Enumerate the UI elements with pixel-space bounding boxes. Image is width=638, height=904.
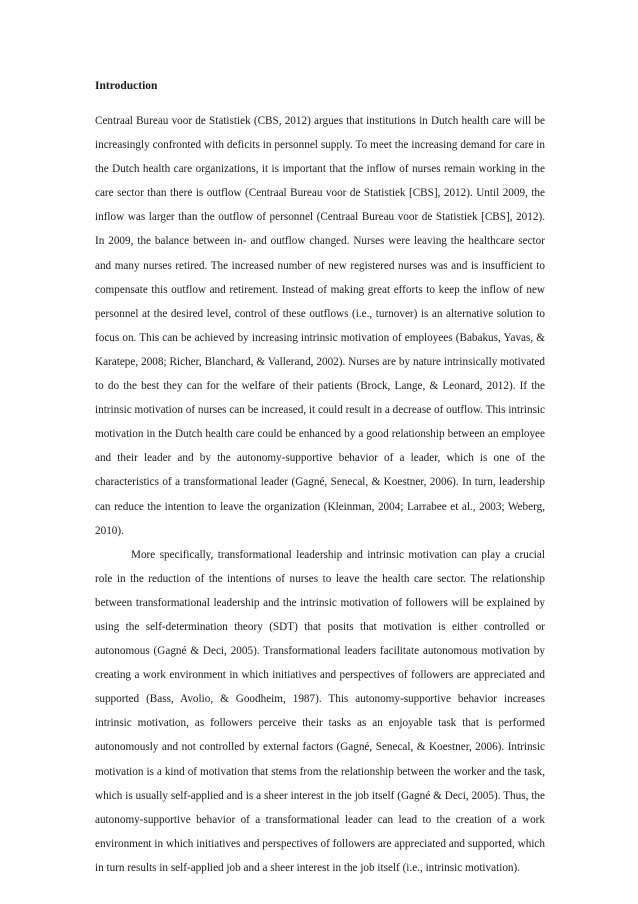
document-page	[95, 78, 545, 880]
section-heading: Introduction	[95, 80, 158, 92]
paragraph-1: Centraal Bureau voor de Statistiek (CBS, 2012) argues that institutions in Dutch health care will be increasingly confronted with deficits in personnel supply. To meet the increasing demand for care in the Dutch health care organizations, it is important that the inflow of nurses remain working in the care sector than there is outflow (Centraal Bureau voor de Statistiek [CBS], 2012). Until 2009, the inflow was larger than the outflow of personnel (Centraal Bureau voor de Statistiek [CBS], 2012). In 2009, the balance between in- and outflow changed. Nurses were leaving the healthcare sector and many nurses retired. The increased number of new registered nurses was and is insufficient to compensate this outflow and retirement. Instead of making great efforts to keep the inflow of new personnel at the desired level, control of these outflows (i.e., turnover) is an alternative solution to focus on. This can be achieved by increasing intrinsic motivation of employees (Babakus, Yavas, & Karatepe, 2008; Richer, Blanchard, & Vallerand, 2002). Nurses are by nature intrinsically motivated to do the best they can for the welfare of their patients (Brock, Lange, & Leonard, 2012). If the intrinsic motivation of nurses can be increased, it could result in a decrease of outflow. This intrinsic motivation in the Dutch health care could be enhanced by a good relationship between an employee and their leader and by the autonomy-supportive behavior of a leader, which is one of the characteristics of a transformational leader (Gagné, Senecal, & Koestner, 2006). In turn, leadership can reduce the intention to leave the organization (Kleinman, 2004; Larrabee et al., 2003; Weberg, 2010).	[95, 115, 545, 537]
paragraph-2: More specifically, transformational leadership and intrinsic motivation can play a crucial role in the reduction of the intentions of nurses to leave the health care sector. The relationship between transformational leadership and the intrinsic motivation of followers will be explained by using the self-determination theory (SDT) that posits that motivation is either controlled or autonomous (Gagné & Deci, 2005). Transformational leaders facilitate autonomous motivation by creating a work environment in which initiatives and perspectives of followers are appreciated and supported (Bass, Avolio, & Goodheim, 1987). This autonomy-supportive behavior increases intrinsic motivation, as followers perceive their tasks as an enjoyable task that is performed autonomously and not controlled by external factors (Gagné, Senecal, & Koestner, 2006). Intrinsic motivation is a kind of motivation that stems from the relationship between the worker and the task, which is usually self-applied and is a sheer interest in the job itself (Gagné & Deci, 2005). Thus, the autonomy-supportive behavior of a transformational leader can lead to the creation of a work environment in which initiatives and perspectives of followers are appreciated and supported, which in turn results in self-applied job and a sheer interest in the job itself (i.e., intrinsic motivation).	[95, 548, 545, 874]
